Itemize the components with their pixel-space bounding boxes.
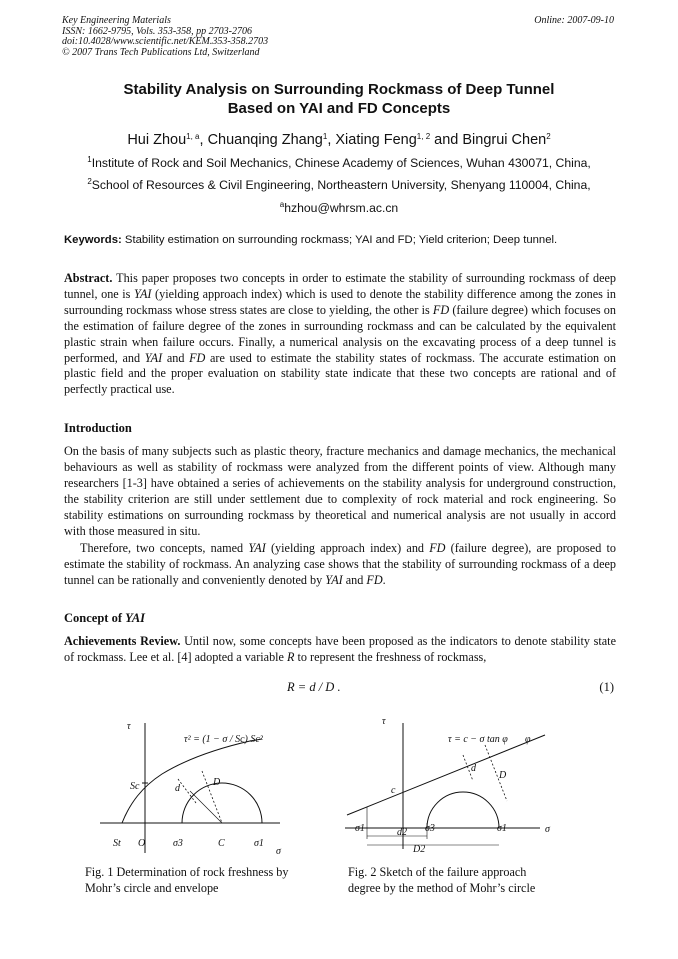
fig1-formula: τ² = (1 − σ / Sc) Sc² xyxy=(184,734,263,745)
term-fd: FD xyxy=(429,541,446,555)
term-fd: FD xyxy=(189,350,206,365)
concept-heading xyxy=(64,611,145,626)
fig1-center-label: C xyxy=(218,838,225,849)
figure-1-caption-line-1: Fig. 1 Determination of rock freshness by xyxy=(85,865,289,879)
fig2-formula: τ = c − σ tan φ xyxy=(448,734,508,745)
equation-1: R = d / D . xyxy=(287,680,341,694)
fig1-d-label: d xyxy=(175,783,180,794)
term-fd: FD xyxy=(432,302,450,317)
issn-line: ISSN: 1662-9795, Vols. 353-358, pp 2703-2706 xyxy=(62,25,252,37)
figure-1-caption-line-2: Mohr’s circle and envelope xyxy=(85,881,219,895)
fig2-D2-label: D2 xyxy=(413,844,426,855)
affiliation-1-mark: 1 xyxy=(87,155,92,164)
author-2-affil: 1 xyxy=(322,132,328,141)
author-4-affil: 2 xyxy=(546,132,551,141)
fig2-strength-line xyxy=(347,735,545,815)
fig1-radius-line xyxy=(190,791,222,823)
intro-text: (yielding approach index) and xyxy=(265,541,430,555)
abstract-text: This paper proposes two concepts in order to estimate the stability of surrounding rockmass of deep tunnel, one is xyxy=(64,271,617,301)
author-1-affil: 1, a xyxy=(186,132,200,141)
fig2-phi-label: φ xyxy=(525,734,531,745)
introduction-paragraph-1: On the basis of many subjects such as plastic theory, fracture mechanics and damage mechanics, the mechanical behaviours as well as stability of rockmass were analyzed from the different points of view. Although many researchers [1-3] have obtained a series of achievements on the stability analysis for underground construction, the stability criterion are still under settlement due to complexity of rock material and rock engineering. So stability estimations on surrounding rockmass by theoretical and numerical analysis are not usually in accord with those measured in situ. xyxy=(64,444,616,538)
figure-2-caption xyxy=(348,864,535,896)
author-2: Chuanqing Zhang xyxy=(207,132,323,148)
concept-heading-term: YAI xyxy=(125,611,146,625)
fig1-sigma3-label: σ3 xyxy=(173,838,183,849)
term-yai: YAI xyxy=(248,541,266,555)
keywords-label: Keywords: xyxy=(64,234,122,246)
title-line-1: Stability Analysis on Surrounding Rockmass of Deep Tunnel xyxy=(123,81,555,98)
fig1-sigma1-label: σ1 xyxy=(254,838,264,849)
fig2-sigma3-label: σ3 xyxy=(425,823,435,834)
fig2-sigma-label: σ xyxy=(545,824,550,835)
figure-2-caption-line-1: Fig. 2 Sketch of the failure approach xyxy=(348,865,527,879)
author-1: Hui Zhou xyxy=(127,132,187,148)
fig2-mohr-circle xyxy=(427,792,499,828)
term-yai: YAI xyxy=(144,350,163,365)
fig1-D-label: D xyxy=(213,777,221,788)
fig1-sigma-label: σ xyxy=(276,846,281,857)
author-separator: , xyxy=(327,132,336,148)
author-list xyxy=(0,132,678,148)
email xyxy=(0,201,678,215)
figure-2-caption-line-2: degree by the method of Mohr’s circle xyxy=(348,881,536,895)
concept-heading-text: Concept of xyxy=(64,611,126,625)
fig1-st-label: St xyxy=(113,838,121,849)
fig2-sigma1-left-label: σ1 xyxy=(355,823,365,834)
variable-r: R xyxy=(287,649,295,664)
journal-name: Key Engineering Materials xyxy=(62,15,171,26)
figure-1-caption xyxy=(85,864,288,896)
keywords-text: Stability estimation on surrounding rockmass; YAI and FD; Yield criterion; Deep tunnel. xyxy=(124,234,558,246)
abstract-text: and xyxy=(162,350,190,365)
fig1-mohr-circle xyxy=(182,783,262,823)
abstract-text: are used to estimate the stability states of rockmass. The accurate estimation on plastic field and the proper evaluation on stability state indicate that these two concepts are rational and of perfectly practical use. xyxy=(64,350,616,397)
fig2-d2-label: d2 xyxy=(397,827,407,838)
fig1-dashed-d xyxy=(178,779,196,803)
fig2-D-label: D xyxy=(499,770,507,781)
fig2-tau-label: τ xyxy=(382,716,386,727)
author-3: Xiating Feng xyxy=(335,132,417,148)
concept-text: Until now, some concepts have been proposed as the indicators to denote stability state of rockmass. Lee et al. [4] adopted a variable xyxy=(64,634,616,664)
author-separator: , xyxy=(199,132,208,148)
introduction-paragraph-2 xyxy=(64,541,616,589)
email-address: hzhou@whrsm.ac.cn xyxy=(284,201,399,215)
intro-text: Therefore, two concepts, named xyxy=(80,541,249,555)
affiliation-1-text: Institute of Rock and Soil Mechanics, Chinese Academy of Sciences, Wuhan 430071, China, xyxy=(91,156,591,170)
email-mark: a xyxy=(279,200,285,209)
achievements-review-label: Achievements Review. xyxy=(64,634,181,648)
affiliation-1 xyxy=(0,156,678,170)
fig1-sc-label: Sc xyxy=(130,781,140,792)
copyright-line: © 2007 Trans Tech Publications Ltd, Switzerland xyxy=(62,46,260,58)
abstract-text: (failure degree) which focuses on the estimation of failure degree of the zones in surrounding rockmass and can be calculated by the equivalent plastic strain when failure occurs. Finally, a numerical analysis on the excavating process of a deep tunnel is performed, and xyxy=(64,302,616,365)
fig2-sigma1-label: σ1 xyxy=(497,823,507,834)
abstract xyxy=(64,271,616,398)
abstract-text: (yielding approach index) which is used to denote the stability difference among the zones in surrounding rockmass whose stress states are close to yielding, the other is xyxy=(64,286,616,317)
fig2-cohesion-label: c xyxy=(391,785,396,796)
author-conjunction: and xyxy=(430,132,463,148)
concept-text: to represent the freshness of rockmass, xyxy=(294,649,487,664)
intro-text: (failure degree), are proposed to estimate the stability of rockmass. An analyzing case shows that the stability of surrounding rockmass of a deep tunnel can be rationally and conveniently denoted by xyxy=(64,541,616,587)
online-date: Online: 2007-09-10 xyxy=(534,15,614,26)
intro-text: . xyxy=(382,572,386,587)
fig1-envelope-curve xyxy=(122,739,262,823)
affiliation-2-mark: 2 xyxy=(87,177,92,186)
journal-header xyxy=(62,16,268,58)
equation-number: (1) xyxy=(599,680,614,694)
fig1-tau-label: τ xyxy=(127,721,131,732)
figure-1-mohr-envelope xyxy=(100,705,305,860)
introduction-heading: Introduction xyxy=(64,421,132,435)
term-yai: YAI xyxy=(325,572,343,587)
fig2-d-label: d xyxy=(471,763,476,774)
paper-title xyxy=(0,80,678,118)
concept-paragraph xyxy=(64,634,616,666)
author-4: Bingrui Chen xyxy=(462,132,547,148)
affiliation-2-text: School of Resources & Civil Engineering, Northeastern University, Shenyang 110004, China, xyxy=(91,178,591,192)
figure-2-failure-approach xyxy=(345,705,560,855)
doi-line: doi:10.4028/www.scientific.net/KEM.353-358.2703 xyxy=(62,36,269,47)
title-line-2: Based on YAI and FD Concepts xyxy=(227,100,451,117)
abstract-label: Abstract. xyxy=(64,271,113,285)
term-fd: FD xyxy=(366,572,383,587)
fig1-origin-label: O xyxy=(138,838,146,849)
term-yai: YAI xyxy=(134,286,152,301)
keywords xyxy=(64,234,616,246)
author-3-affil: 1, 2 xyxy=(416,132,431,141)
intro-text: and xyxy=(342,572,367,587)
affiliation-2 xyxy=(0,178,678,192)
